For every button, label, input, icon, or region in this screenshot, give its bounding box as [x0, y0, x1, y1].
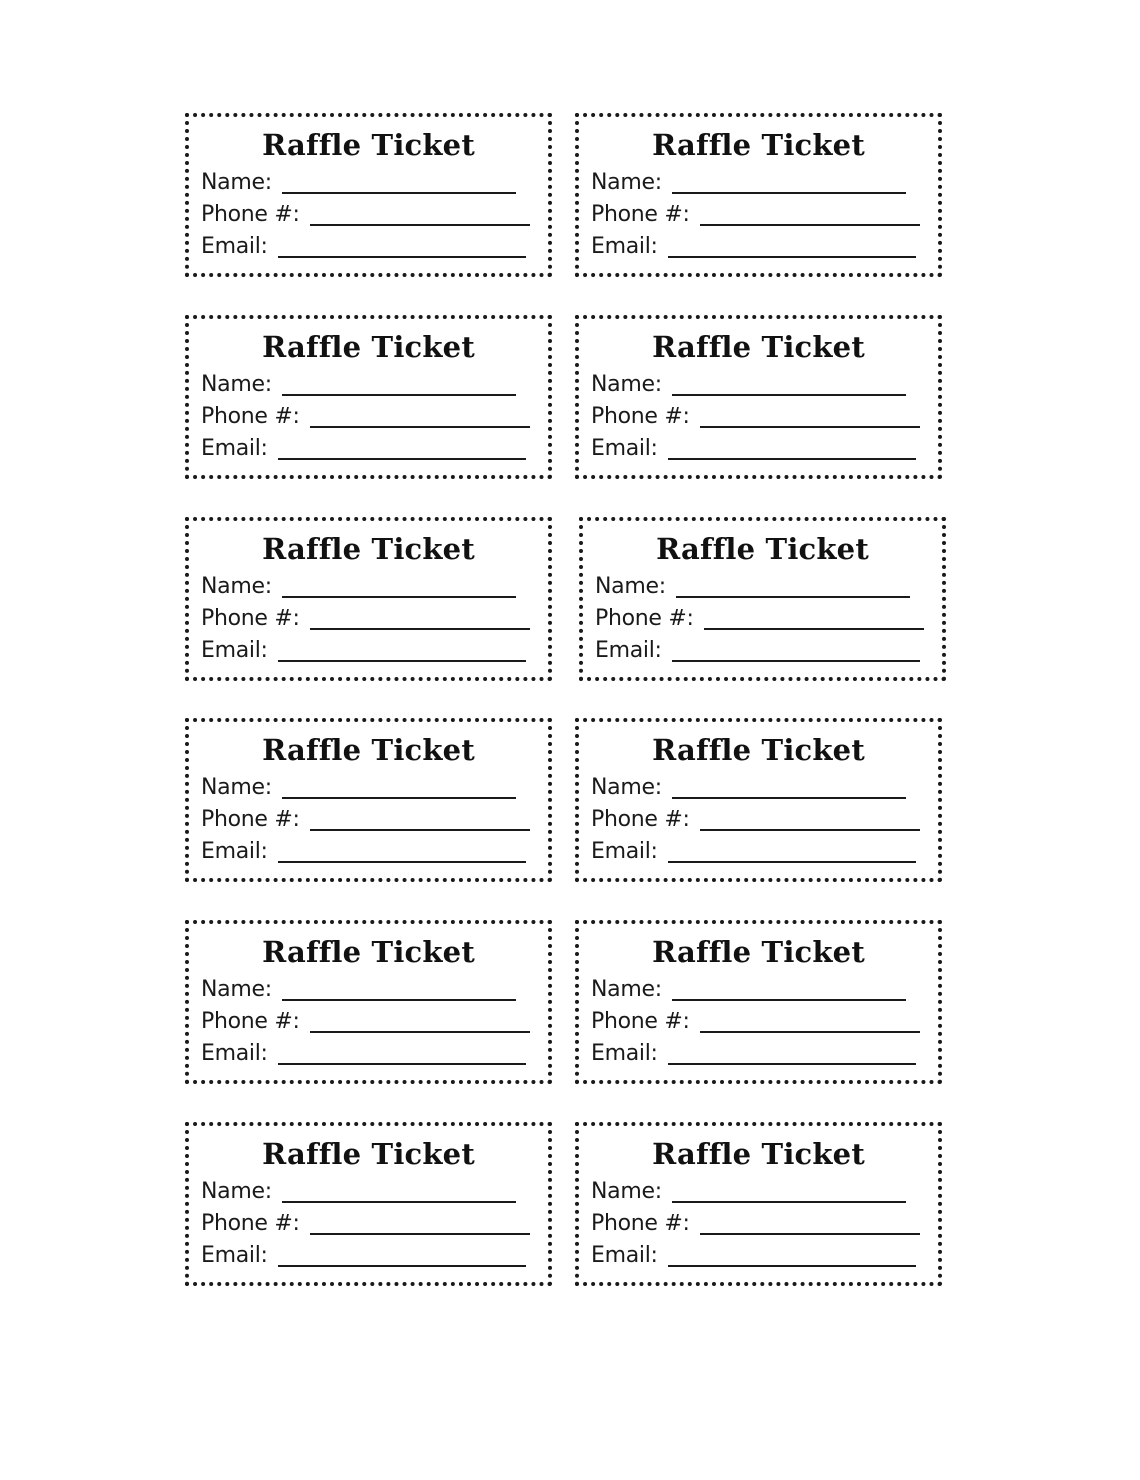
phone-write-line — [310, 829, 530, 831]
name-field — [595, 571, 910, 601]
phone-label: Phone #: — [591, 404, 690, 429]
phone-label: Phone #: — [591, 1211, 690, 1236]
name-field — [201, 571, 516, 601]
phone-write-line — [310, 628, 530, 630]
email-write-line — [672, 660, 920, 662]
raffle-ticket — [185, 113, 552, 277]
raffle-ticket — [575, 718, 942, 882]
phone-label: Phone #: — [591, 807, 690, 832]
ticket-title: Raffle Ticket — [652, 128, 865, 162]
name-label: Name: — [201, 775, 272, 800]
name-field — [201, 369, 516, 399]
name-label: Name: — [595, 574, 666, 599]
ticket-title: Raffle Ticket — [652, 1137, 865, 1171]
name-label: Name: — [591, 1179, 662, 1204]
name-write-line — [282, 1201, 516, 1203]
email-write-line — [668, 1265, 916, 1267]
name-write-line — [672, 797, 906, 799]
email-label: Email: — [201, 436, 268, 461]
raffle-ticket — [579, 517, 946, 681]
email-label: Email: — [591, 1041, 658, 1066]
email-write-line — [278, 1063, 526, 1065]
email-write-line — [668, 861, 916, 863]
name-write-line — [282, 999, 516, 1001]
email-write-line — [668, 1063, 916, 1065]
ticket-title: Raffle Ticket — [652, 935, 865, 969]
phone-write-line — [700, 1031, 920, 1033]
raffle-ticket — [575, 1122, 942, 1286]
name-write-line — [282, 797, 516, 799]
name-field — [591, 772, 906, 802]
phone-field — [201, 199, 530, 229]
email-label: Email: — [591, 436, 658, 461]
ticket-title: Raffle Ticket — [262, 330, 475, 364]
name-write-line — [672, 192, 906, 194]
phone-label: Phone #: — [591, 202, 690, 227]
ticket-title: Raffle Ticket — [262, 128, 475, 162]
phone-label: Phone #: — [201, 1009, 300, 1034]
email-field — [591, 231, 916, 261]
phone-field — [201, 401, 530, 431]
email-label: Email: — [201, 839, 268, 864]
name-write-line — [282, 394, 516, 396]
ticket-title: Raffle Ticket — [262, 935, 475, 969]
raffle-ticket — [185, 517, 552, 681]
email-label: Email: — [201, 234, 268, 259]
name-label: Name: — [201, 372, 272, 397]
phone-label: Phone #: — [201, 807, 300, 832]
email-field — [201, 1038, 526, 1068]
phone-label: Phone #: — [201, 202, 300, 227]
phone-field — [591, 1006, 920, 1036]
raffle-ticket — [185, 315, 552, 479]
raffle-ticket — [185, 1122, 552, 1286]
email-label: Email: — [201, 638, 268, 663]
name-label: Name: — [591, 775, 662, 800]
phone-write-line — [700, 426, 920, 428]
email-label: Email: — [595, 638, 662, 663]
phone-write-line — [310, 426, 530, 428]
phone-write-line — [310, 224, 530, 226]
phone-field — [591, 1208, 920, 1238]
raffle-ticket — [575, 315, 942, 479]
phone-write-line — [700, 224, 920, 226]
email-write-line — [278, 458, 526, 460]
email-field — [201, 1240, 526, 1270]
name-write-line — [672, 394, 906, 396]
email-write-line — [668, 256, 916, 258]
phone-field — [201, 804, 530, 834]
phone-field — [591, 199, 920, 229]
raffle-ticket — [575, 920, 942, 1084]
phone-label: Phone #: — [201, 1211, 300, 1236]
email-field — [201, 433, 526, 463]
email-label: Email: — [591, 839, 658, 864]
name-write-line — [672, 1201, 906, 1203]
ticket-title: Raffle Ticket — [652, 330, 865, 364]
name-label: Name: — [201, 1179, 272, 1204]
name-label: Name: — [591, 977, 662, 1002]
email-label: Email: — [591, 234, 658, 259]
phone-field — [201, 603, 530, 633]
ticket-title: Raffle Ticket — [656, 532, 869, 566]
name-field — [201, 772, 516, 802]
email-write-line — [278, 660, 526, 662]
phone-write-line — [310, 1031, 530, 1033]
name-label: Name: — [201, 977, 272, 1002]
raffle-ticket — [575, 113, 942, 277]
name-write-line — [672, 999, 906, 1001]
phone-write-line — [704, 628, 924, 630]
phone-write-line — [310, 1233, 530, 1235]
phone-label: Phone #: — [201, 606, 300, 631]
ticket-title: Raffle Ticket — [262, 532, 475, 566]
name-write-line — [282, 596, 516, 598]
email-write-line — [668, 458, 916, 460]
email-field — [201, 836, 526, 866]
email-write-line — [278, 861, 526, 863]
name-field — [591, 1176, 906, 1206]
name-field — [591, 167, 906, 197]
ticket-title: Raffle Ticket — [262, 1137, 475, 1171]
email-field — [595, 635, 920, 665]
name-label: Name: — [201, 170, 272, 195]
phone-write-line — [700, 1233, 920, 1235]
email-label: Email: — [591, 1243, 658, 1268]
email-field — [591, 1038, 916, 1068]
phone-label: Phone #: — [595, 606, 694, 631]
phone-label: Phone #: — [591, 1009, 690, 1034]
email-field — [591, 1240, 916, 1270]
email-write-line — [278, 256, 526, 258]
name-write-line — [676, 596, 910, 598]
ticket-title: Raffle Ticket — [652, 733, 865, 767]
phone-field — [595, 603, 924, 633]
email-field — [201, 231, 526, 261]
email-field — [591, 836, 916, 866]
phone-label: Phone #: — [201, 404, 300, 429]
phone-field — [201, 1006, 530, 1036]
email-write-line — [278, 1265, 526, 1267]
phone-field — [591, 804, 920, 834]
ticket-title: Raffle Ticket — [262, 733, 475, 767]
name-field — [201, 167, 516, 197]
email-field — [591, 433, 916, 463]
name-field — [591, 974, 906, 1004]
name-field — [591, 369, 906, 399]
email-label: Email: — [201, 1243, 268, 1268]
name-label: Name: — [201, 574, 272, 599]
raffle-ticket — [185, 920, 552, 1084]
name-label: Name: — [591, 170, 662, 195]
phone-field — [201, 1208, 530, 1238]
name-field — [201, 974, 516, 1004]
email-field — [201, 635, 526, 665]
phone-field — [591, 401, 920, 431]
name-write-line — [282, 192, 516, 194]
phone-write-line — [700, 829, 920, 831]
raffle-ticket — [185, 718, 552, 882]
email-label: Email: — [201, 1041, 268, 1066]
name-label: Name: — [591, 372, 662, 397]
name-field — [201, 1176, 516, 1206]
